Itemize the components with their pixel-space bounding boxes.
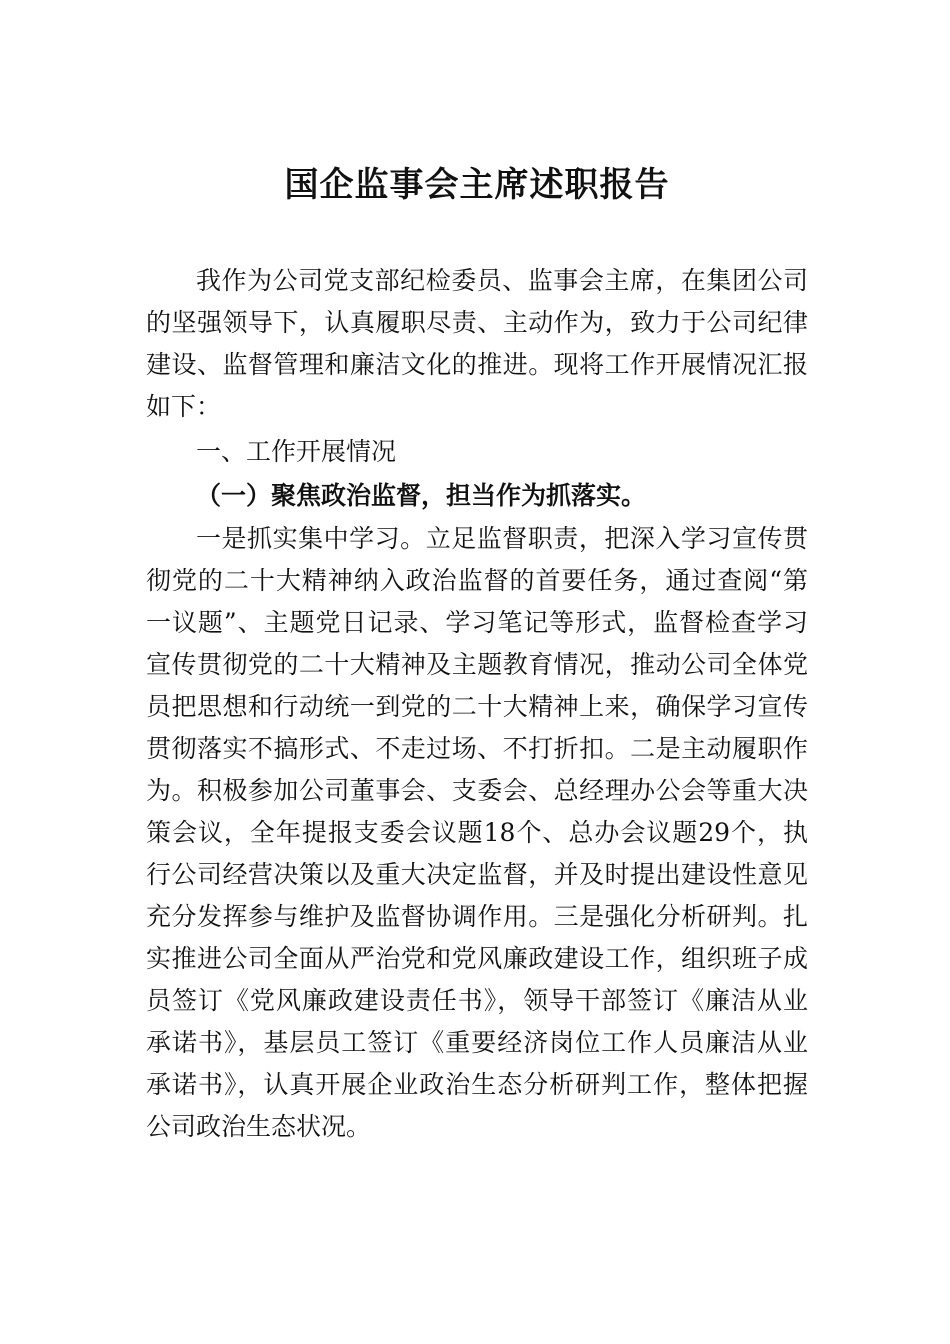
document-page	[146, 150, 808, 1148]
section-heading: 一、工作开展情况	[196, 437, 397, 466]
intro-paragraph: 我作为公司党支部纪检委员、监事会主席，在集团公司的坚强领导下，认真履职尽责、主动作为，致力于公司纪律建设、监督管理和廉洁文化的推进。现将工作开展情况汇报如下：	[146, 266, 808, 421]
document-title: 国企监事会主席述职报告	[284, 165, 670, 205]
body-paragraph: 一是抓实集中学习。立足监督职责，把深入学习宣传贯彻党的二十大精神纳入政治监督的首要任务，通过查阅“第一议题”、主题党日记录、学习笔记等形式，监督检查学习宣传贯彻党的二十大精神及主题教育情况，推动公司全体党员把思想和行动统一到党的二十大精神上来，确保学习宣传贯彻落实不搞形式、不走过场、不打折扣。二是主动履职作为。积极参加公司董事会、支委会、总经理办公会等重大决策会议，全年提报支委会议题18个、总办会议题29个，执行公司经营决策以及重大决定监督，并及时提出建设性意见充分发挥参与维护及监督协调作用。三是强化分析研判。扎实推进公司全面从严治党和党风廉政建设工作，组织班子成员签订《党风廉政建设责任书》，领导干部签订《廉洁从业承诺书》，基层员工签订《重要经济岗位工作人员廉洁从业承诺书》，认真开展企业政治生态分析研判工作，整体把握公司政治生态状况。	[146, 524, 808, 1141]
subsection-heading: （一）聚焦政治监督，担当作为抓落实。	[196, 481, 647, 510]
